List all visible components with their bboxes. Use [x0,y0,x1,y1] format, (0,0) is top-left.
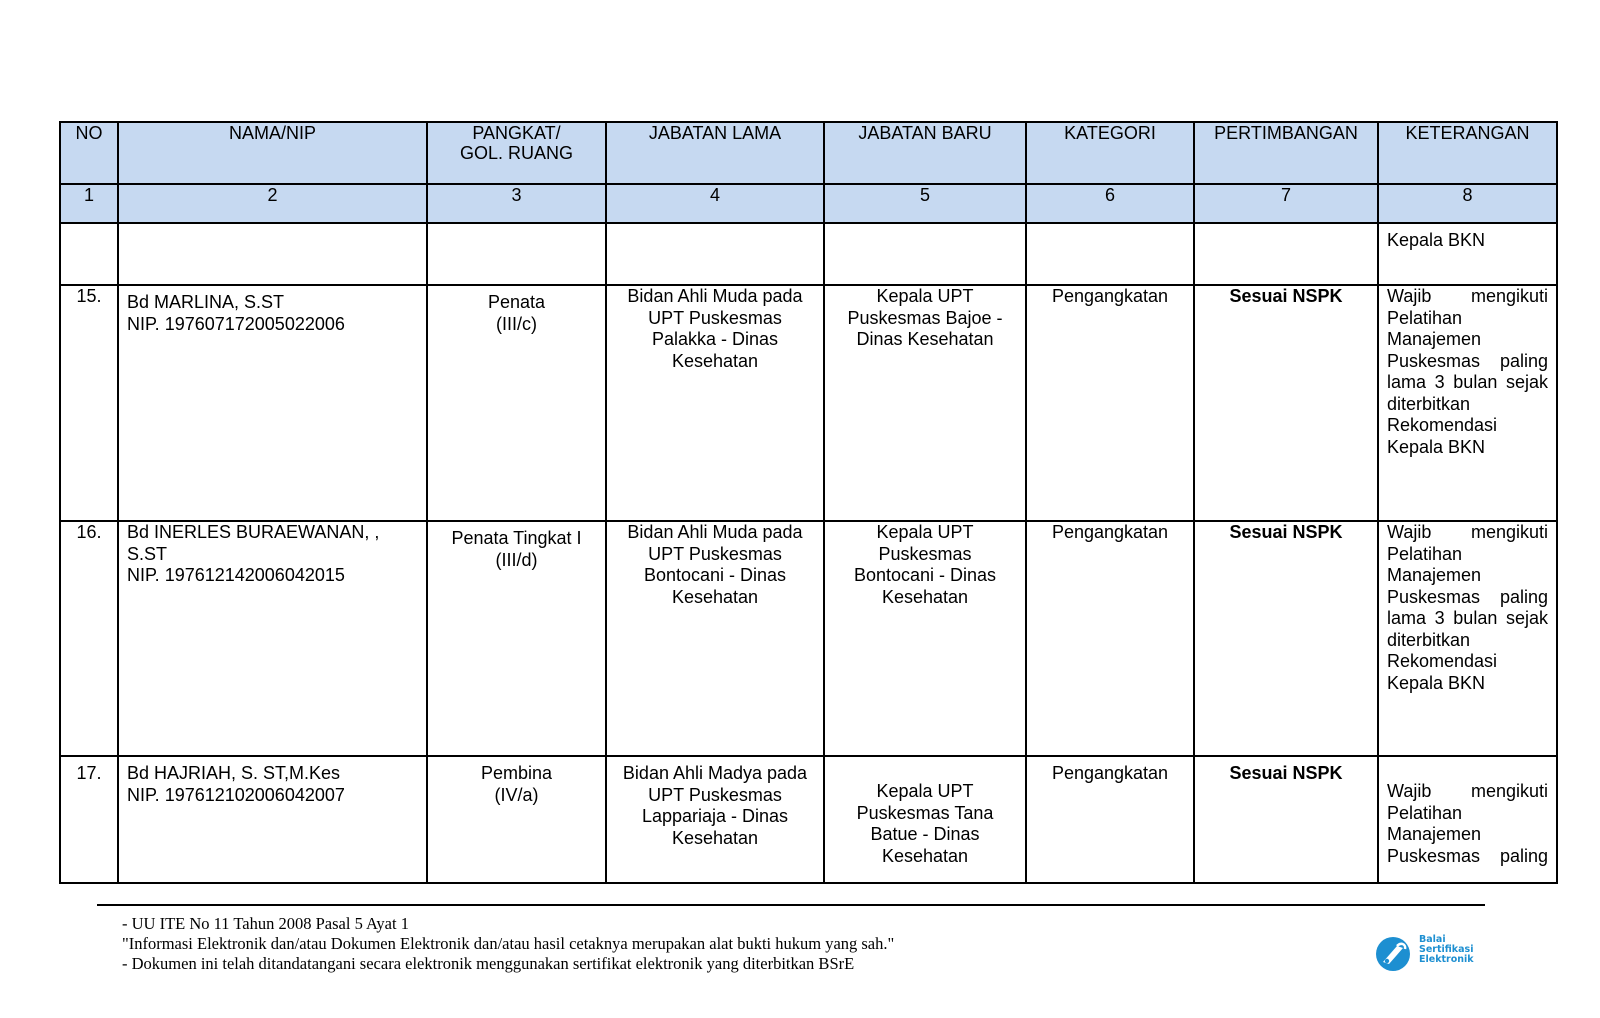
nip: NIP. 197612142006042015 [127,565,345,585]
footer-line: "Informasi Elektronik dan/atau Dokumen Elektronik dan/atau hasil cetaknya merupakan alat bukti hukum yang sah." [122,934,895,953]
nama: Bd MARLINA, S.ST [127,292,285,312]
column-number: 1 [60,184,118,223]
row-number: 15. [60,285,118,521]
jabatan-baru-cell: Kepala UPT Puskesmas Tana Batue - Dinas Kesehatan [824,756,1026,883]
column-number: 5 [824,184,1026,223]
table-row [60,521,1557,756]
column-number: 3 [427,184,606,223]
header-jabatan-baru: JABATAN BARU [824,122,1026,184]
bsre-logo-text: Balai Sertifikasi Elektronik [1419,934,1474,965]
table-row-continuation [60,223,1557,285]
jabatan-lama-cell: Bidan Ahli Muda pada UPT Puskesmas Bontocani - Dinas Kesehatan [606,521,824,756]
nama: S.ST [127,543,168,564]
table-row [60,756,1557,883]
pertimbangan-cell: Sesuai NSPK [1194,521,1378,756]
keterangan-cell: Wajib mengikuti Pelatihan Manajemen Puskesmas paling [1378,756,1557,883]
kategori-cell: Pengangkatan [1026,521,1194,756]
column-number: 7 [1194,184,1378,223]
jabatan-lama-cell: Bidan Ahli Muda pada UPT Puskesmas Palakka - Dinas Kesehatan [606,285,824,521]
column-number: 8 [1378,184,1557,223]
row-number: 17. [60,756,118,883]
footer-line: - Dokumen ini telah ditandatangani secara elektronik menggunakan sertifikat elektronik yang diterbitkan BSrE [122,954,855,973]
kategori-cell: Pengangkatan [1026,285,1194,521]
nama-nip-cell [118,521,427,756]
jabatan-baru-cell: Kepala UPT Puskesmas Bontocani - Dinas Kesehatan [824,521,1026,756]
header-pangkat: PANGKAT/ GOL. RUANG [427,122,606,184]
personnel-table [59,121,1558,884]
jabatan-baru-cell: Kepala UPT Puskesmas Bajoe - Dinas Kesehatan [824,285,1026,521]
header-nama-nip: NAMA/NIP [118,122,427,184]
nama-nip-cell [118,285,427,521]
pertimbangan-cell: Sesuai NSPK [1194,756,1378,883]
keterangan-cell: Kepala BKN [1378,223,1557,285]
footer-disclaimer [122,914,894,974]
pertimbangan-cell: Sesuai NSPK [1194,285,1378,521]
header-keterangan: KETERANGAN [1378,122,1557,184]
table-row [60,285,1557,521]
nip: NIP. 197607172005022006 [127,313,345,334]
footer-divider [97,904,1485,906]
nip: NIP. 197612102006042007 [127,784,345,805]
nama: Bd INERLES BURAEWANAN, , [127,522,380,542]
pangkat-cell: Penata Tingkat I (III/d) [427,521,606,756]
header-kategori: KATEGORI [1026,122,1194,184]
header-pertimbangan: PERTIMBANGAN [1194,122,1378,184]
kategori-cell: Pengangkatan [1026,756,1194,883]
pangkat-cell: Penata (III/c) [427,285,606,521]
column-number-row [60,184,1557,223]
footer-line: - UU ITE No 11 Tahun 2008 Pasal 5 Ayat 1 [122,914,409,933]
column-number: 4 [606,184,824,223]
header-no: NO [60,122,118,184]
column-number: 2 [118,184,427,223]
row-number: 16. [60,521,118,756]
nama-nip-cell [118,756,427,883]
keterangan-cell: Wajib mengikuti Pelatihan Manajemen Puskesmas paling lama 3 bulan sejak diterbitkan Rekomendasi Kepala BKN [1378,285,1557,521]
jabatan-lama-cell: Bidan Ahli Madya pada UPT Puskesmas Lappariaja - Dinas Kesehatan [606,756,824,883]
header-jabatan-lama: JABATAN LAMA [606,122,824,184]
pangkat-cell: Pembina (IV/a) [427,756,606,883]
keterangan-cell: Wajib mengikuti Pelatihan Manajemen Puskesmas paling lama 3 bulan sejak diterbitkan Rekomendasi Kepala BKN [1378,521,1557,756]
column-number: 6 [1026,184,1194,223]
nama: Bd HAJRIAH, S. ST,M.Kes [127,763,341,783]
header-row [60,122,1557,184]
